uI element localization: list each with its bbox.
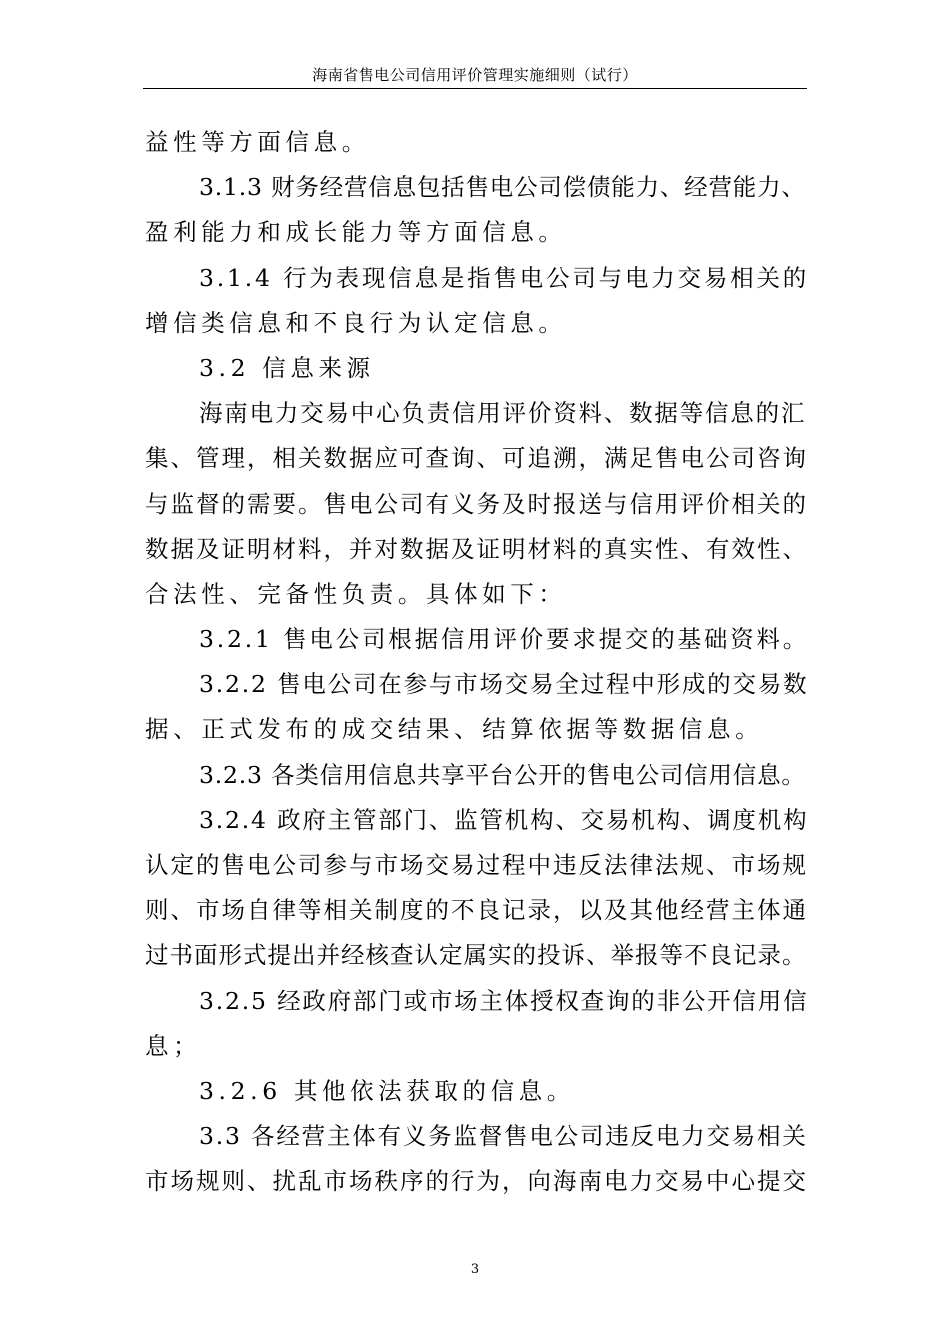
body-line: 3.1.3 财务经营信息包括售电公司偿债能力、经营能力、: [199, 173, 806, 202]
body-line: 数据及证明材料，并对数据及证明材料的真实性、有效性、: [145, 534, 808, 563]
body-line: 3.2.3 各类信用信息共享平台公开的售电公司信用信息。: [199, 760, 806, 789]
body-line: 增信类信息和不良行为认定信息。: [145, 308, 567, 337]
body-line: 3.3 各经营主体有义务监督售电公司违反电力交易相关: [199, 1122, 808, 1151]
section-heading: 3.2 信息来源: [199, 353, 375, 382]
body-line: 益性等方面信息。: [145, 128, 370, 156]
document-body: [145, 120, 810, 1205]
body-line: 3.1.4 行为表现信息是指售电公司与电力交易相关的: [199, 263, 810, 292]
page-number: 3: [470, 1262, 480, 1277]
body-line: 3.2.2 售电公司在参与市场交易全过程中形成的交易数: [199, 670, 809, 699]
body-line: 息；: [145, 1031, 202, 1060]
body-line: 3.2.4 政府主管部门、监管机构、交易机构、调度机构: [199, 805, 809, 834]
page-header-title: 海南省售电公司信用评价管理实施细则（试行）: [312, 66, 638, 84]
body-line: 盈利能力和成长能力等方面信息。: [145, 218, 567, 247]
body-line: 3.2.6 其他依法获取的信息。: [199, 1076, 575, 1105]
body-line: 海南电力交易中心负责信用评价资料、数据等信息的汇: [199, 399, 807, 428]
body-line: 市场规则、扰乱市场秩序的行为，向海南电力交易中心提交: [145, 1167, 808, 1196]
body-line: 与监督的需要。售电公司有义务及时报送与信用评价相关的: [145, 489, 808, 518]
body-line: 3.2.5 经政府部门或市场主体授权查询的非公开信用信: [199, 986, 809, 1015]
body-line: 合法性、完备性负责。具体如下：: [145, 579, 567, 608]
body-line: 集、管理，相关数据应可查询、可追溯，满足售电公司咨询: [145, 444, 808, 473]
body-line: 3.2.1 售电公司根据信用评价要求提交的基础资料。: [199, 625, 810, 654]
body-line: 认定的售电公司参与市场交易过程中违反法律法规、市场规: [145, 851, 808, 879]
header-divider: [143, 88, 807, 89]
body-line: 过书面形式提出并经核查认定属实的投诉、举报等不良记录。: [145, 941, 807, 970]
body-line: 则、市场自律等相关制度的不良记录，以及其他经营主体通: [145, 896, 808, 925]
body-line: 据、正式发布的成交结果、结算依据等数据信息。: [145, 715, 764, 744]
